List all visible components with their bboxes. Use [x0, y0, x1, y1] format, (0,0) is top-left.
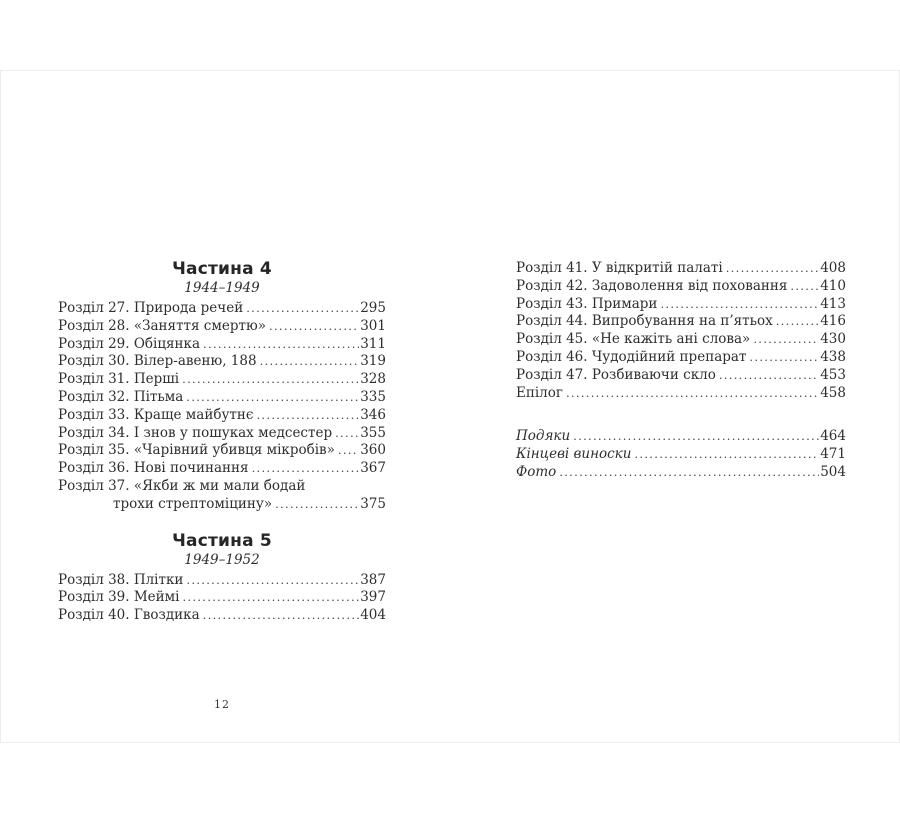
toc-entry-page: 311	[360, 335, 386, 352]
dot-leader	[260, 353, 360, 371]
toc-entry-page: 404	[360, 607, 386, 624]
toc-entry-page: 360	[360, 442, 386, 459]
toc-entry-page: 416	[820, 313, 846, 330]
toc-entry-page: 453	[820, 366, 846, 383]
toc-entry	[58, 336, 386, 354]
toc-entry	[58, 300, 386, 318]
dot-leader	[269, 318, 359, 336]
page-number: 12	[214, 698, 230, 711]
dot-leader	[749, 349, 819, 367]
toc-entry-page: 335	[360, 388, 386, 405]
toc-entry-title: Розділ 37. «Якби ж ми мали бодай	[58, 477, 306, 494]
toc-entry-page: 319	[360, 353, 386, 370]
toc-entry-title: Розділ 30. Вілер-авеню, 188	[58, 353, 257, 370]
toc-entry-page: 328	[360, 371, 386, 388]
toc-entry	[516, 349, 846, 367]
toc-entry-page: 367	[360, 460, 386, 477]
toc-entry-title: Розділ 32. Пітьма	[58, 388, 184, 405]
toc-entry-title: Розділ 35. «Чарівний убивця мікробів»	[58, 442, 335, 459]
dot-leader	[335, 425, 359, 443]
toc-entry-page: 346	[360, 406, 386, 423]
toc-entry-title: Епілог	[516, 384, 563, 401]
toc-entry-title: Розділ 46. Чудодійний препарат	[516, 348, 747, 365]
toc-entry	[58, 442, 386, 460]
toc-entry-page: 471	[820, 446, 846, 463]
toc-entry-title: Розділ 36. Нові починання	[58, 460, 249, 477]
dot-leader	[252, 460, 360, 478]
toc-entry-page: 458	[820, 384, 846, 401]
toc-entry-title: Розділ 40. Гвоздика	[58, 607, 200, 624]
dot-leader	[186, 572, 359, 590]
dot-leader	[256, 407, 359, 425]
toc-entry	[516, 331, 846, 349]
toc-entry-page: 438	[820, 348, 846, 365]
toc-entry	[516, 428, 846, 446]
toc-entry	[516, 296, 846, 314]
toc-entry-title: Розділ 47. Розбиваючи скло	[516, 366, 716, 383]
toc-entry	[58, 460, 386, 478]
toc-entry-title: Розділ 39. Меймі	[58, 589, 180, 606]
toc-entry-title: Розділ 43. Примари	[516, 295, 658, 312]
toc-entry-title: Розділ 41. У відкритій палаті	[516, 260, 723, 276]
dot-leader	[719, 367, 819, 385]
toc-entry-page: 295	[360, 300, 386, 316]
toc-entry	[516, 278, 846, 296]
toc-entry-title: Розділ 42. Задоволення від поховання	[516, 277, 788, 294]
toc-entry-page: 397	[360, 589, 386, 606]
dot-leader	[573, 428, 819, 446]
toc-entry	[58, 478, 386, 496]
dot-leader	[726, 260, 820, 278]
toc-entry-title: трохи стрептоміцину»	[113, 495, 273, 512]
toc-entry	[516, 313, 846, 331]
toc-entry-page: 504	[820, 463, 846, 480]
toc-entry	[58, 318, 386, 336]
toc-entry	[58, 407, 386, 425]
book-page	[0, 70, 900, 743]
dot-leader	[634, 446, 819, 464]
toc-entry-title: Розділ 33. Краще майбутнє	[58, 406, 254, 423]
toc-entry	[516, 446, 846, 464]
toc-entry	[58, 607, 386, 625]
toc-entry-title: Розділ 27. Природа речей	[58, 300, 244, 316]
part-5-heading: Частина 5	[172, 530, 272, 551]
toc-entry-title: Розділ 38. Плітки	[58, 571, 184, 588]
toc-entry	[58, 425, 386, 443]
toc-entry	[58, 572, 386, 590]
dot-leader	[182, 589, 359, 607]
dot-leader	[559, 464, 819, 482]
dot-leader	[182, 371, 359, 389]
toc-entry-page: 464	[820, 428, 846, 445]
toc-entry-title: Розділ 45. «Не кажіть ані слова»	[516, 331, 751, 348]
toc-entry	[516, 367, 846, 385]
part-4-dates: 1944–1949	[184, 280, 260, 296]
toc-entry	[516, 260, 846, 278]
toc-entry-page: 413	[820, 295, 846, 312]
dot-leader	[660, 296, 819, 314]
toc-entry	[516, 385, 846, 403]
toc-entry-title: Розділ 34. І знов у пошуках медсестер	[58, 424, 333, 441]
dot-leader	[203, 607, 360, 625]
toc-entry	[58, 389, 386, 407]
toc-entry-title: Розділ 29. Обіцянка	[58, 335, 201, 352]
dot-leader	[753, 331, 819, 349]
toc-entry-title: Кінцеві виноски	[516, 446, 632, 463]
toc-entry-page: 387	[360, 571, 386, 588]
dot-leader	[776, 313, 819, 331]
part-5-dates: 1949–1952	[184, 551, 260, 568]
toc-entry	[58, 589, 386, 607]
dot-leader	[203, 336, 359, 354]
toc-entry-page: 355	[360, 424, 386, 441]
toc-entry-page: 408	[820, 260, 846, 276]
toc-entry-title: Розділ 31. Перші	[58, 371, 180, 388]
toc-entry-page: 301	[360, 317, 386, 334]
dot-leader	[338, 442, 359, 460]
toc-entry-title: Розділ 44. Випробування на п’ятьох	[516, 313, 773, 330]
toc-entry	[58, 353, 386, 371]
toc-entry	[516, 464, 846, 482]
dot-leader	[790, 278, 819, 296]
back-matter-section	[516, 428, 846, 481]
toc-entry-page: 410	[820, 277, 846, 294]
toc-entry	[58, 371, 386, 389]
toc-entry-page: 430	[820, 331, 846, 348]
toc-entry-page: 375	[360, 495, 386, 512]
toc-entry-title: Фото	[516, 463, 557, 480]
dot-leader	[275, 496, 359, 514]
part-4-heading: Частина 4	[172, 259, 272, 279]
toc-entry-continuation	[58, 496, 386, 514]
dot-leader	[566, 385, 819, 403]
toc-right-column	[516, 260, 846, 482]
toc-left-column	[58, 260, 386, 625]
dot-leader	[186, 389, 359, 407]
toc-entry-title: Розділ 28. «Заняття смертю»	[58, 317, 266, 334]
toc-entry-title: Подяки	[516, 428, 571, 445]
dot-leader	[246, 300, 359, 318]
